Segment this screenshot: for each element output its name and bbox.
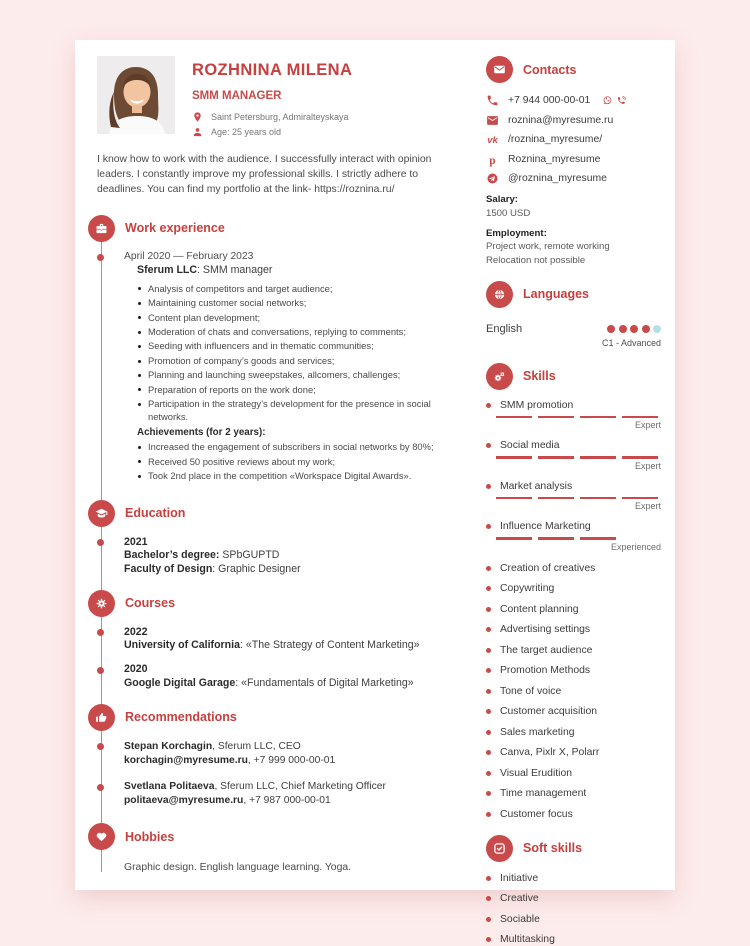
courses-section-title: Courses <box>125 596 176 611</box>
languages-section-title: Languages <box>523 287 589 301</box>
duty-item: Participation in the strategy’s development for the presence in social networks. <box>137 398 470 424</box>
salary-value: 1500 USD <box>486 207 531 219</box>
soft-skills-section-title: Soft skills <box>523 841 583 855</box>
recommender-contact-line <box>124 794 470 808</box>
bullet-icon <box>486 937 491 942</box>
education-section-header <box>88 500 470 527</box>
achievements-title: Achievements (for 2 years): <box>137 427 266 439</box>
bar-segment <box>496 456 532 459</box>
location-row <box>192 111 352 123</box>
rated-skills <box>486 400 661 552</box>
soft-skill-item <box>486 934 661 945</box>
skill-name: SMM promotion <box>500 399 574 411</box>
rated-skill-label-row <box>486 521 661 532</box>
hobbies-section-body <box>124 850 470 888</box>
section-courses <box>88 590 470 704</box>
level-dot-empty <box>653 325 661 333</box>
language-dots <box>607 325 661 333</box>
gears-icon <box>486 363 513 390</box>
hobbies-text: Graphic design. English language learning. Yoga. <box>124 862 352 874</box>
achievement-item: Took 2nd place in the competition «Workspace Digital Awards». <box>137 470 470 483</box>
company-name: Sferum LLC <box>137 263 198 276</box>
briefcase-icon <box>88 215 115 242</box>
bar-segment <box>538 416 574 419</box>
course-provider: Google Digital Garage <box>124 676 236 689</box>
recommendation-entry <box>124 740 470 768</box>
messenger-icons <box>602 95 627 106</box>
recommender-line <box>124 780 470 794</box>
check-square-icon <box>486 835 513 862</box>
profile-meta <box>192 111 352 138</box>
bar-segment <box>580 537 616 540</box>
bar-segment <box>538 537 574 540</box>
duty-item: Preparation of reports on the work done; <box>137 384 470 397</box>
skill-list-item <box>486 768 661 779</box>
bullet-icon <box>486 648 491 653</box>
bar-segment <box>580 416 616 419</box>
recommendation-entry <box>124 780 470 808</box>
course-year: 2022 <box>124 625 148 638</box>
badge-rosette-icon <box>88 590 115 617</box>
resume-card <box>75 40 675 945</box>
recommendations-section-header <box>88 704 470 731</box>
work-section-body <box>124 242 470 500</box>
contact-list <box>486 94 661 185</box>
job-title: SMM MANAGER <box>192 90 282 102</box>
graduation-cap-icon <box>88 500 115 527</box>
rated-skill <box>486 400 661 431</box>
skill-name: Social media <box>500 440 560 451</box>
svg-text:vk: vk <box>487 135 498 146</box>
courses-section-header <box>88 590 470 617</box>
education-line-label: Bachelor’s degree: <box>124 549 220 562</box>
skill-text: Sales marketing <box>500 726 575 738</box>
course-title: : «The Strategy of Content Marketing» <box>239 639 420 652</box>
skills-section-title: Skills <box>523 369 556 383</box>
bar-segment <box>622 497 658 500</box>
bar-segment <box>622 416 658 419</box>
recommender-name: Stepan Korchagin <box>124 740 213 752</box>
skill-list-item <box>486 706 661 717</box>
bullet-icon <box>486 812 491 817</box>
bullet-icon <box>486 443 491 448</box>
duty-item: Maintaining customer social networks; <box>137 297 470 310</box>
duty-item: Promotion of company’s goods and services; <box>137 355 470 368</box>
bar-segment <box>538 497 574 500</box>
skill-text: Creation of creatives <box>500 562 596 574</box>
hobbies-section-header <box>88 823 470 850</box>
contact-pinterest-row[interactable] <box>486 153 661 166</box>
education-year: 2021 <box>124 535 148 548</box>
level-dot-filled <box>630 325 638 333</box>
bullet-icon <box>486 566 491 571</box>
intro-text: I know how to work with the audience. I successfully interact with opinion leaders. I constantly improve my professional skills. I strictly adhere to deadlines. You can find my portfolio at the link- <box>97 154 432 196</box>
location-text: Saint Petersburg, Admiralteyskaya <box>211 112 349 122</box>
globe-icon <box>486 281 513 308</box>
contacts-section-header <box>486 56 661 83</box>
duty-item: Analysis of competitors and target audience; <box>137 283 470 296</box>
skills-list <box>486 563 661 820</box>
course-entry <box>124 663 470 689</box>
employment-lines <box>486 241 661 266</box>
phone-icon <box>486 94 499 107</box>
skill-list-item <box>486 563 661 574</box>
skill-text: Copywriting <box>500 583 555 594</box>
bar-segment <box>538 456 574 459</box>
course-title: : «Fundamentals of Digital Marketing» <box>235 676 414 689</box>
skill-list-item <box>486 747 661 758</box>
education-line-value: : Graphic Designer <box>212 562 301 575</box>
salary-block <box>486 194 661 219</box>
contacts-section-title: Contacts <box>523 62 577 77</box>
course-entry <box>124 626 470 652</box>
location-pin-icon <box>192 111 203 123</box>
recommender-email: korchagin@myresume.ru <box>124 754 248 766</box>
salary-label: Salary: <box>486 194 518 205</box>
email-address: roznina@myresume.ru <box>508 114 614 126</box>
contact-telegram-row[interactable] <box>486 172 661 185</box>
rated-skill-label-row <box>486 481 661 492</box>
rated-skill-label-row <box>486 400 661 411</box>
employment-line: Project work, remote working <box>486 241 610 252</box>
skill-name: Market analysis <box>500 480 573 492</box>
portfolio-link[interactable]: https://roznina.ru/ <box>314 184 395 196</box>
whatsapp-icon <box>602 95 613 106</box>
skill-text: Promotion Methods <box>500 665 591 676</box>
bullet-icon <box>486 771 491 776</box>
vk-icon <box>486 133 499 146</box>
soft-skill-item <box>486 893 661 904</box>
level-dot-filled <box>607 325 615 333</box>
bullet-icon <box>486 586 491 591</box>
email-icon <box>486 114 499 127</box>
right-column <box>486 56 661 945</box>
viber-icon <box>616 95 627 106</box>
duty-item: Moderation of chats and conversations, replying to comments; <box>137 326 470 339</box>
education-line-value: SPbGUPTD <box>219 549 280 562</box>
bar-segment <box>622 456 658 459</box>
skill-text: Canva, Pixlr X, Polarr <box>500 747 600 758</box>
section-contacts <box>486 56 661 266</box>
telegram-icon <box>486 172 499 185</box>
pinterest-handle: Roznina_myresume <box>508 153 601 165</box>
soft-skill-item <box>486 914 661 925</box>
bullet-icon <box>486 730 491 735</box>
profile-info <box>192 56 352 138</box>
skill-text: Customer focus <box>500 808 573 820</box>
skill-level-bar <box>496 456 661 459</box>
svg-text:p: p <box>489 154 496 167</box>
work-period: April 2020 — February 2023 <box>124 250 254 262</box>
bullet-icon <box>486 750 491 755</box>
rated-skill <box>486 481 661 512</box>
bullet-icon <box>486 791 491 796</box>
skill-level-label: Expert <box>634 420 661 430</box>
education-section-body <box>124 527 470 590</box>
heart-icon <box>88 823 115 850</box>
role-text: : SMM manager <box>197 263 273 276</box>
thumbs-up-icon <box>88 704 115 731</box>
skill-level-label: Expert <box>634 501 661 511</box>
skill-text: The target audience <box>500 644 593 656</box>
recommender-line <box>124 740 470 754</box>
rated-skill <box>486 440 661 471</box>
avatar-illustration <box>97 56 175 134</box>
bullet-icon <box>486 607 491 612</box>
soft-skills-list <box>486 873 661 946</box>
skill-text: Advertising settings <box>500 624 591 635</box>
recommender-org: , Sferum LLC, CEO <box>212 740 301 752</box>
bullet-icon <box>486 627 491 632</box>
skill-list-item <box>486 604 661 615</box>
bar-segment <box>496 497 532 500</box>
skill-level-bar <box>496 537 661 540</box>
soft-skill-text: Sociable <box>500 913 540 925</box>
employment-label: Employment: <box>486 227 547 239</box>
soft-skill-text: Creative <box>500 893 539 904</box>
person-icon <box>192 126 203 138</box>
duty-item: Content plan development; <box>137 312 470 325</box>
section-hobbies <box>88 823 470 888</box>
course-line <box>124 639 470 651</box>
section-education <box>88 500 470 590</box>
skill-list-item <box>486 686 661 697</box>
recommendations-section-body <box>124 731 470 824</box>
rated-skill <box>486 521 661 552</box>
bar-segment <box>580 456 616 459</box>
contact-email-row[interactable] <box>486 114 661 127</box>
skill-list-item <box>486 583 661 594</box>
skill-level-label: Experienced <box>610 541 661 552</box>
rated-skill-label-row <box>486 440 661 451</box>
avatar <box>97 56 175 134</box>
duty-item: Seeding with influencers and in thematic communities; <box>137 340 470 353</box>
contact-vk-row[interactable] <box>486 133 661 146</box>
left-column <box>88 56 470 890</box>
soft-skill-item <box>486 873 661 884</box>
recommender-contact-line <box>124 754 470 768</box>
bullet-icon <box>486 917 491 922</box>
skill-text: Visual Erudition <box>500 767 573 779</box>
courses-section-body <box>124 617 470 704</box>
languages-section-header <box>486 281 661 308</box>
skill-name: Influence Marketing <box>500 521 591 532</box>
phone-number: +7 944 000-00-01 <box>508 95 591 106</box>
skill-text: Customer acquisition <box>500 706 598 717</box>
language-name: English <box>486 322 523 335</box>
skill-level-bar <box>496 416 661 419</box>
section-soft-skills <box>486 835 661 946</box>
section-recommendations <box>88 704 470 824</box>
level-dot-filled <box>642 325 650 333</box>
section-work-experience <box>88 215 470 500</box>
education-line <box>124 549 470 561</box>
education-lines <box>124 549 470 575</box>
employment-block <box>486 228 661 266</box>
envelope-circle-icon <box>486 56 513 83</box>
skill-text: Content planning <box>500 603 579 615</box>
skill-level-label: Expert <box>634 460 661 471</box>
education-entry <box>124 536 470 575</box>
level-dot-filled <box>619 325 627 333</box>
skill-level-bar <box>496 497 661 500</box>
employment-line: Relocation not possible <box>486 254 586 266</box>
contact-phone-row[interactable] <box>486 94 661 107</box>
skills-section-header <box>486 363 661 390</box>
pinterest-icon <box>486 153 499 166</box>
recommendations-section-title: Recommendations <box>125 710 237 725</box>
bullet-icon <box>486 896 491 901</box>
bullet-icon <box>486 403 491 408</box>
skill-text: Tone of voice <box>500 685 562 697</box>
profile-header <box>97 56 470 138</box>
skill-list-item <box>486 645 661 656</box>
vk-handle: /roznina_myresume/ <box>508 134 603 145</box>
skill-list-item <box>486 665 661 676</box>
bar-segment <box>496 416 532 419</box>
recommender-name: Svetlana Politaeva <box>124 781 215 793</box>
duties-list <box>137 283 470 425</box>
work-section-title: Work experience <box>125 221 225 236</box>
bullet-icon <box>486 689 491 694</box>
section-skills <box>486 363 661 820</box>
skill-list-item <box>486 788 661 799</box>
hobbies-section-title: Hobbies <box>125 829 175 844</box>
person-name: ROZHNINA MILENA <box>192 61 353 79</box>
achievement-item: Increased the engagement of subscribers in social networks by 80%; <box>137 441 470 454</box>
section-languages <box>486 281 661 348</box>
skill-list-item <box>486 624 661 635</box>
recommender-phone: , +7 999 000-00-01 <box>247 754 336 766</box>
age-row <box>192 126 352 138</box>
soft-skill-text: Initiative <box>500 872 539 884</box>
education-line <box>124 563 470 575</box>
education-section-title: Education <box>125 506 186 521</box>
bullet-icon <box>486 709 491 714</box>
soft-skill-text: Multitasking <box>500 934 555 945</box>
bar-segment <box>580 497 616 500</box>
skill-list-item <box>486 809 661 820</box>
recommender-email: politaeva@myresume.ru <box>124 795 244 807</box>
work-section-header <box>88 215 470 242</box>
course-line <box>124 677 470 689</box>
course-year: 2020 <box>124 663 148 676</box>
bullet-icon <box>486 484 491 489</box>
timeline <box>88 215 470 889</box>
duty-item: Planning and launching sweepstakes, allcomers, challenges; <box>137 369 470 382</box>
bullet-icon <box>486 524 491 529</box>
course-provider: University of California <box>124 639 240 652</box>
bar-segment <box>496 537 532 540</box>
telegram-handle: @roznina_myresume <box>508 173 607 184</box>
intro-paragraph <box>97 152 467 198</box>
language-level-label: C1 - Advanced <box>601 337 661 348</box>
education-line-label: Faculty of Design <box>124 562 213 575</box>
soft-skills-section-header <box>486 835 661 862</box>
work-entry <box>124 251 470 484</box>
achievements-list <box>137 441 470 483</box>
achievement-item: Received 50 positive reviews about my work; <box>137 456 470 469</box>
language-row <box>486 323 661 335</box>
work-company-line <box>137 264 470 276</box>
bullet-icon <box>486 668 491 673</box>
recommender-org: , Sferum LLC, Chief Marketing Officer <box>214 781 386 793</box>
skill-text: Time management <box>500 788 587 799</box>
recommender-phone: , +7 987 000-00-01 <box>243 795 331 807</box>
bullet-icon <box>486 876 491 881</box>
skill-list-item <box>486 727 661 738</box>
age-text: Age: 25 years old <box>211 127 282 137</box>
